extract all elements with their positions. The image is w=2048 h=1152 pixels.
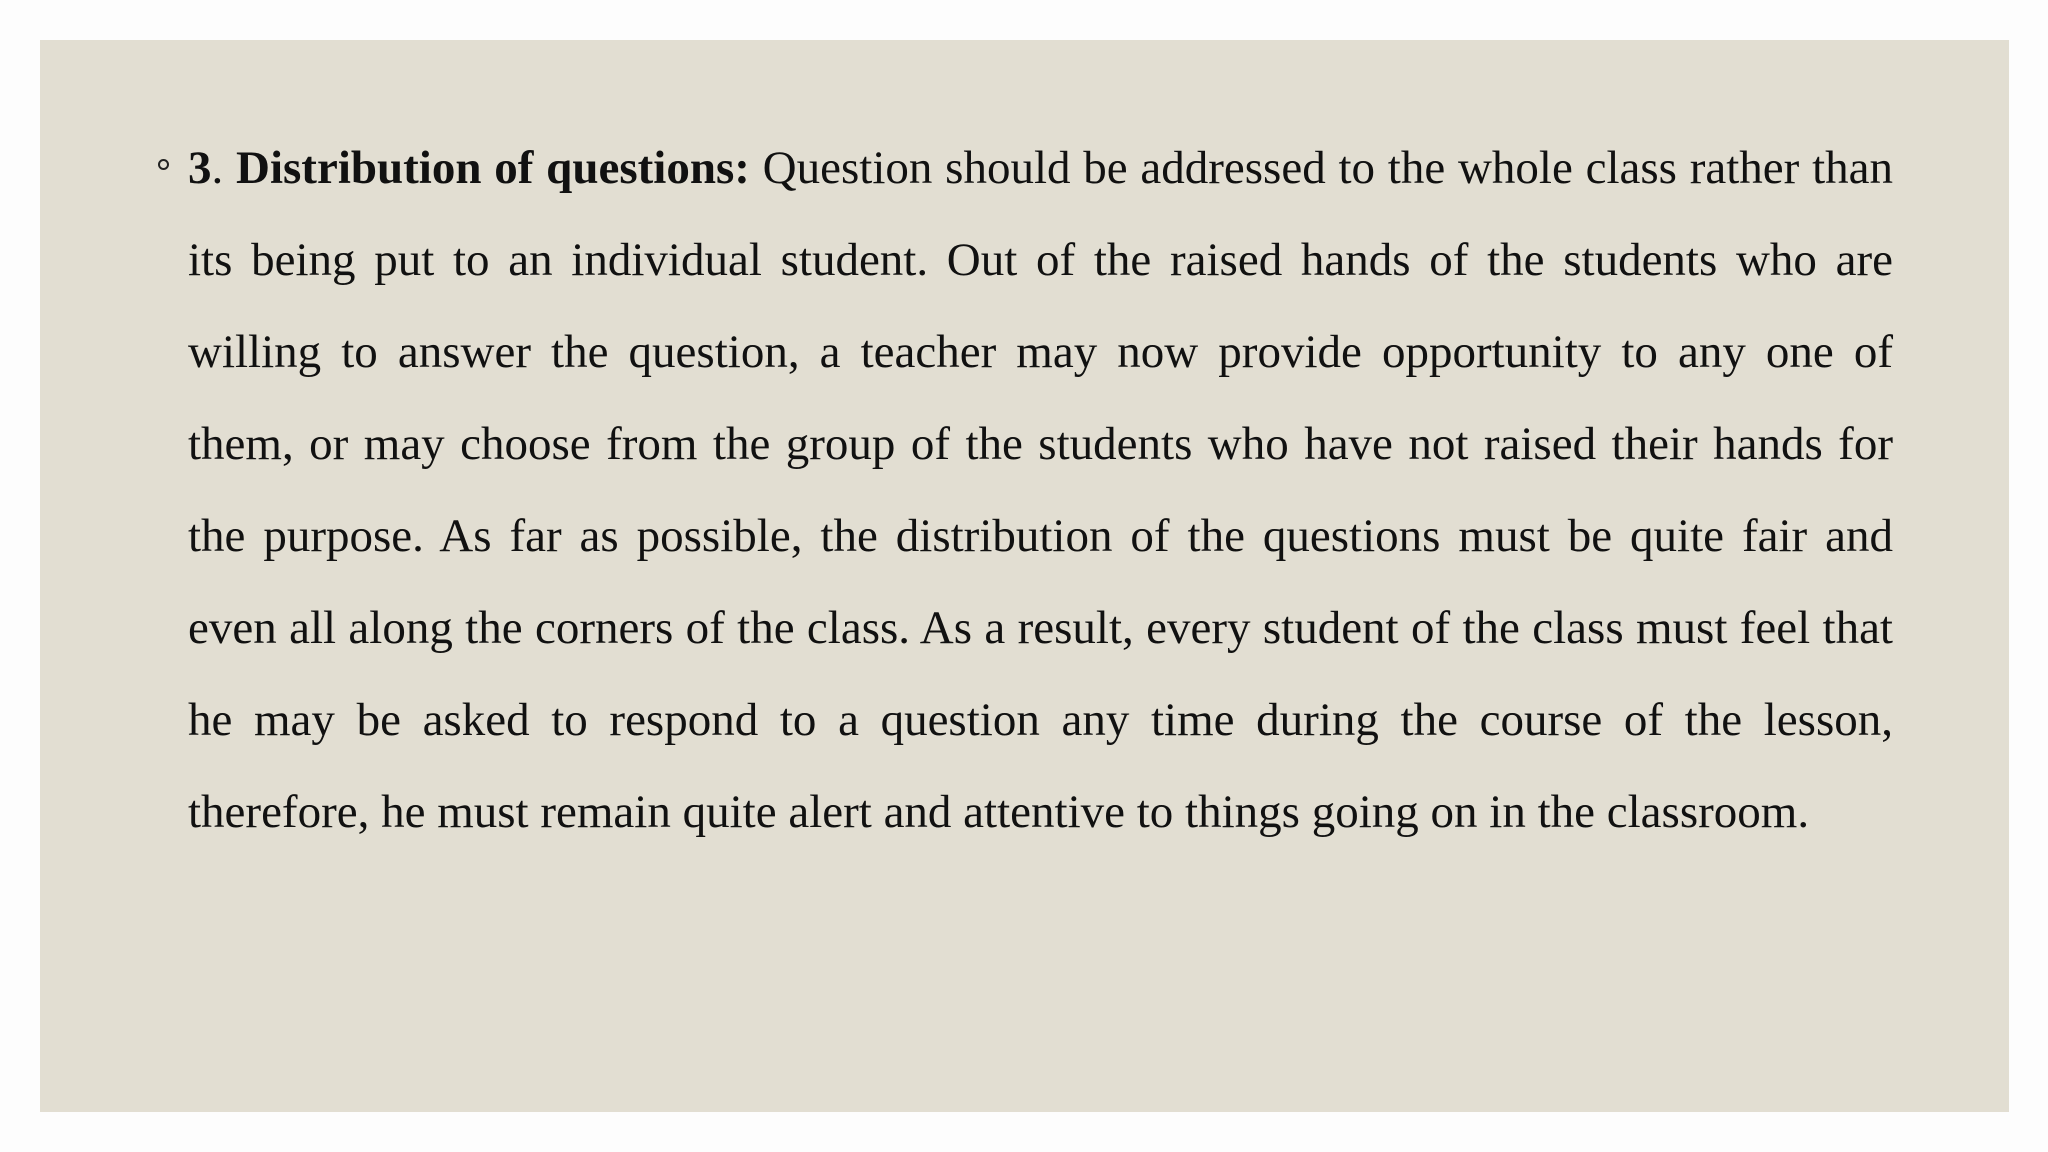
hollow-circle-bullet-icon <box>158 159 169 170</box>
slide-canvas <box>40 40 2009 1112</box>
bullet-paragraph <box>188 122 1893 858</box>
bullet-heading: Distribution of questions: <box>236 142 750 194</box>
bullet-item <box>149 122 1894 858</box>
bullet-body-text: Question should be addressed to the whole class rather than its being put to an individual student. Out of the raised hands of the students who are willing to answer the question, a teacher may now provide opportunity to any one of them, or may choose from the group of the students who have not raised their hands for the purpose. As far as possible, the distribution of the questions must be quite fair and even all along the corners of the class. As a result, every student of the class must feel that he may be asked to respond to a question any time during the course of the lesson, therefore, he must remain quite alert and attentive to things going on in the classroom. <box>188 142 1893 838</box>
bullet-separator: . <box>211 142 237 194</box>
bullet-number: 3 <box>188 142 212 194</box>
